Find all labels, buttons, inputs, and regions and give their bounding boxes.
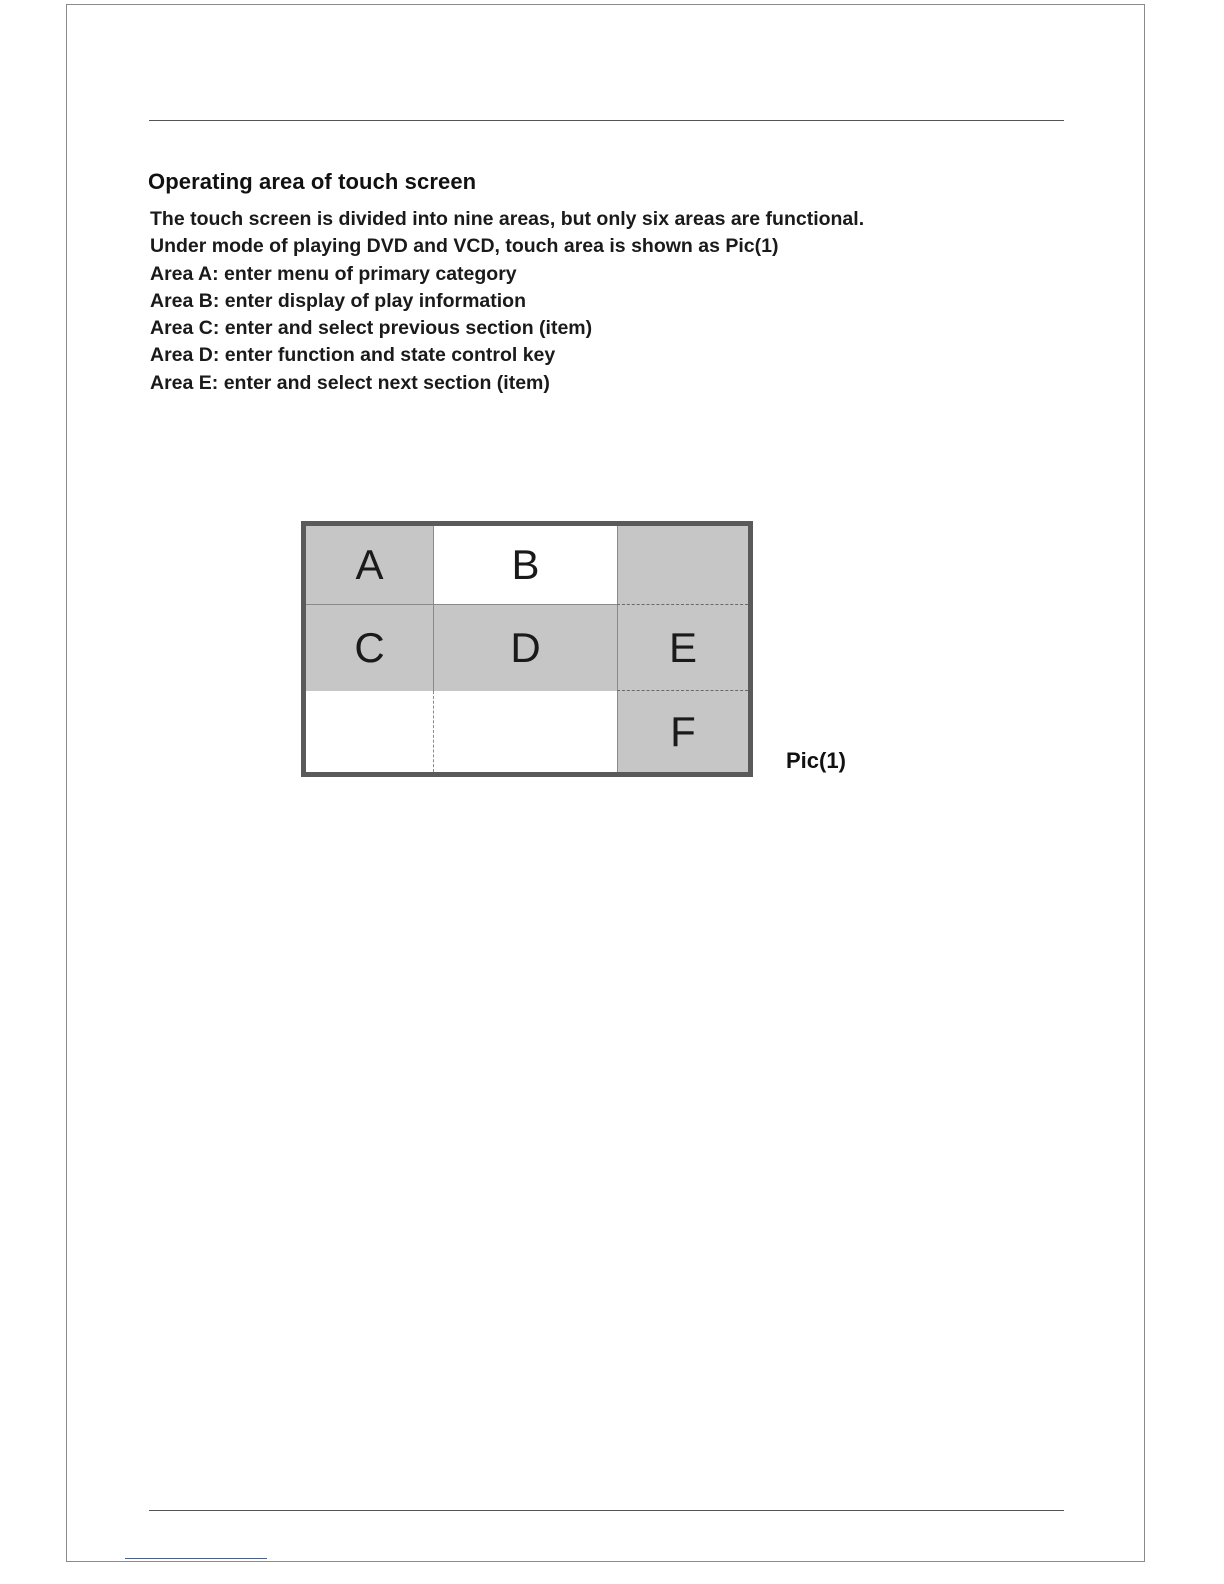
area-bottom-left-cell	[306, 691, 434, 772]
touch-area-diagram	[301, 521, 753, 777]
description-line: Area E: enter and select next section (item)	[150, 371, 550, 394]
description-line: Area B: enter display of play information	[150, 289, 526, 312]
header-rule	[149, 120, 1064, 121]
area-a-cell: A	[306, 526, 434, 605]
footer-link-underline	[125, 1558, 267, 1559]
footer-rule	[149, 1510, 1064, 1511]
area-f-cell: F	[617, 691, 748, 772]
area-e-cell: E	[617, 605, 748, 691]
figure-caption: Pic(1)	[786, 748, 846, 773]
description-line: Area D: enter function and state control key	[150, 344, 556, 367]
section-heading: Operating area of touch screen	[148, 169, 477, 194]
description-lines	[150, 206, 864, 397]
description-line: Area C: enter and select previous section (item)	[150, 317, 593, 340]
description-line: Under mode of playing DVD and VCD, touch area is shown as Pic(1)	[150, 235, 779, 258]
area-b-cell: B	[434, 526, 617, 605]
area-d-cell: D	[434, 605, 617, 691]
description-line: The touch screen is divided into nine areas, but only six areas are functional.	[150, 208, 865, 230]
description-line: Area A: enter menu of primary category	[150, 262, 517, 285]
area-bottom-middle-cell	[434, 691, 617, 772]
area-c-cell: C	[306, 605, 434, 691]
area-top-right-cell	[617, 526, 748, 605]
